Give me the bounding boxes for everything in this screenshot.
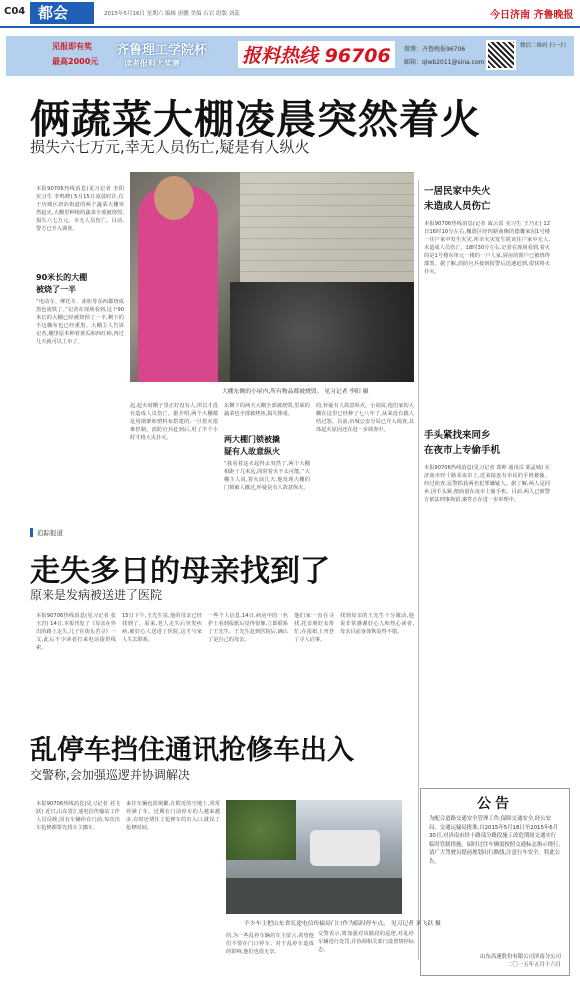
story1-col3-cont: “我看着这火起得太突然了,两个大棚相距十几米远,同时着火不太可能。”大棚主人说,着火前几天,他发现大棚的门锁被人撬过,怀疑是有人故意纵火。 <box>224 461 310 491</box>
page-number: C04 <box>4 6 26 17</box>
story2-col3: 一些个人信息,14日,病房中的一名护士看到报纸后觉得很像,立即联系了王先生。王先生赶到医院后,确认了是自己的母亲。 <box>208 613 288 643</box>
story1-photo <box>130 172 414 382</box>
story2-col4: 他们家一直在寻找,托亲朋好友帮忙,在报纸上刊登了寻人启事。 <box>294 613 334 643</box>
story1-col4: 的,怀疑有人故意纵火。小胡说,他们家的大棚在这里已经种了七八年了,从来没有跟人结过怨。目前,历城公安分局已介入调查,具体起火原因还在进一步调查中。 <box>316 403 414 433</box>
story1-subhead: 损失六七万元,幸无人员伤亡,疑是有人纵火 <box>30 138 310 156</box>
banner-weibo: 微博：齐鲁晚报96706 <box>404 46 466 53</box>
banner-hotline: 报料热线 96706 <box>238 41 395 68</box>
story2-col5: 找到母亲的王先生十分激动,他说非常感谢好心人和热心读者,母亲目前身体恢复得不错。 <box>340 613 414 635</box>
banner-sponsor-sub: 读者报料大奖赛 <box>124 59 180 68</box>
notice-box <box>420 788 570 976</box>
photo-woman-head <box>154 176 194 220</box>
page-header <box>0 0 580 28</box>
banner-sponsor: 齐鲁理工学院杯 <box>116 43 208 58</box>
newspaper-brand: 今日济南 齐鲁晚报 <box>490 10 574 21</box>
story2-col1: 本报90706热线消息(见习记者 张玉岩) 14日,本报刊发了《母亲在外出的路上走失,儿子在街头苦寻》一文,此后不少读者打来电话提供线索。 <box>36 613 116 651</box>
notice-body: 为配合道路交通安全管理工作,保障交通安全,经公安局、交通运输局批准,自2015年5月18日至2015年6月30日,对济南市经十路部分路段施工改造期间交通实行临时管制措施。届时过往车辆需按照交通标志指示绕行,请广大驾驶员提前规划出行路线,注意行车安全。特此公告。 <box>429 816 561 865</box>
qr-code-icon <box>486 40 516 70</box>
section-title: 都会 <box>30 2 94 24</box>
story1-col1-subhead: 90米长的大棚 被烧了一半 <box>36 273 88 294</box>
story3-photo <box>226 800 402 914</box>
hotline-banner <box>6 36 574 76</box>
story1-photo-caption: 大棚东侧的小屋内,所有物品都被烧毁。 见习记者 李阳 摄 <box>222 389 369 395</box>
story1-col1-cont: “电动车、摩托车、冰柜等东西都烧成黑色废铁了。”记者在现场看到,这个90米长的大棚已经被烧掉了一半,剩下的半边棚布也已经熏黑。大棚主人告诉记者,棚里原本种着黄瓜和西红柿,再过几天就可以上市了。 <box>36 299 124 345</box>
story2-subhead: 原来是发病被送进了医院 <box>30 588 163 602</box>
notice-signature: 山东高速股份有限公司济南分公司 二〇一五年五月十六日 <box>480 954 561 968</box>
photo-burnt-wall <box>240 172 414 282</box>
banner-email: 邮箱：qlwb2011@sina.com <box>404 59 485 66</box>
story1-col3-subhead: 两大棚门锁被撬 疑有人故意纵火 <box>224 435 280 456</box>
story3-col3: 的,为一些乱停车辆的车主留言,希望他们不要在门口停车。对于乱停车造成的影响,他们也很无奈。 <box>226 933 314 955</box>
photo-tree <box>226 800 296 860</box>
photo-car <box>310 830 380 866</box>
story1-col1: 本报90706热线消息(见习记者 李阳 实习生 李鸣晓) 5月15日凌晨时许,位于历城区唐冶街道的两个蔬菜大棚突然起火,大棚里种植的蔬菜全部被烧毁,损失六七万元。幸无人员伤亡。目前,警方已介入调查。 <box>36 186 124 232</box>
side-story1-body: 本报90706热线消息(记者 戚云雷 实习生 王乃正) 12日16时10分左右,槐荫区经四路南侧的德馨家园1号楼一住户家中发生火灾,所幸火灾发生时该住户家中无人,未造成人员伤亡。18时30分左右,记者在现场看到,着火的是1号楼东单元一楼的一户人家,厨房的窗户已被烧得漆黑。据了解,消防官兵接到报警后迅速赶到,很快将火扑灭。 <box>424 221 550 275</box>
notice-title: 公告 <box>477 796 513 812</box>
story3-headline: 乱停车挡住通讯抢修车出入 <box>30 735 354 766</box>
banner-reward-line1: 见报即有奖 <box>52 42 92 51</box>
photo-debris <box>230 282 414 382</box>
photo-road <box>226 878 402 914</box>
story1-col2: 起,起火时棚子里正好没有人,所以才没有造成人员伤亡。据介绍,两个大棚都是用钢架和塑料布搭建的,一旦着火很难控制。消防官兵赶到后,用了半个小时才将大火扑灭。 <box>130 403 218 441</box>
story1-headline: 俩蔬菜大棚凌晨突然着火 <box>30 97 481 143</box>
banner-reward-line2: 最高2000元 <box>52 57 99 66</box>
story3-photo-caption: 不少车主把山东省长途电信传输局门口作为临时停车点。 见习记者 刘飞跃 摄 <box>244 921 441 927</box>
story3-col1: 本报90706热线消息(见习记者 刘飞跃) 近日,山东省汇通电信传输站工作人员反映,因有车辆停在门前,每次出车抢修都要先找车主挪车。 <box>36 801 120 831</box>
story3-col4: 交警表示,将加强对该路段的巡逻,对乱停车辆进行处罚,并协调相关部门设置禁停标志。 <box>318 931 414 953</box>
story3-subhead: 交警称,会加强巡逻并协调解决 <box>30 768 190 782</box>
story2-col2: 15日下午,王先生说,他的母亲已经找到了。原来,老人走失后突发疾病,被好心人送进了医院,这才与家人失去联系。 <box>122 613 202 643</box>
header-rule <box>0 26 580 28</box>
story2-tag: 追踪报道 <box>30 528 63 537</box>
story2-headline: 走失多日的母亲找到了 <box>30 554 330 589</box>
story1-col3: 东侧下的两天大棚全部被烧毁,里面的蔬菜也全部被烤焦,损失惨重。 <box>224 403 310 417</box>
side-story1-headline: 一居民家中失火 未造成人员伤亡 <box>424 186 491 212</box>
side-story2-body: 本报90706热线消息(见习记者 郑帅 通讯员 郭孟城) 在济南市经十路某夜市上,近来接连有市民的手机被偷。经过侦查,民警抓获两名犯罪嫌疑人。据了解,两人是同乡,因手头紧,便商量在夜市上偷手机。目前,两人已被警方依法刑事拘留,案件正在进一步审理中。 <box>424 465 550 503</box>
column-divider <box>418 180 419 960</box>
side-story2-headline: 手头紧找来同乡 在夜市上专偷手机 <box>424 430 501 456</box>
story3-col2: 来往车辆也很频繁,在附近的空地上,常常停满了车。近期在门前停车的人越来越多,有时还堵住了抢修车的出入口,耽误了抢修时间。 <box>126 801 220 831</box>
qr-label: 微信二维码 扫一扫 <box>520 43 566 49</box>
date-line: 2015年5月16日 星期六 编辑 唐鹏 美编 石岩 组版 刘蕊 <box>104 11 240 17</box>
